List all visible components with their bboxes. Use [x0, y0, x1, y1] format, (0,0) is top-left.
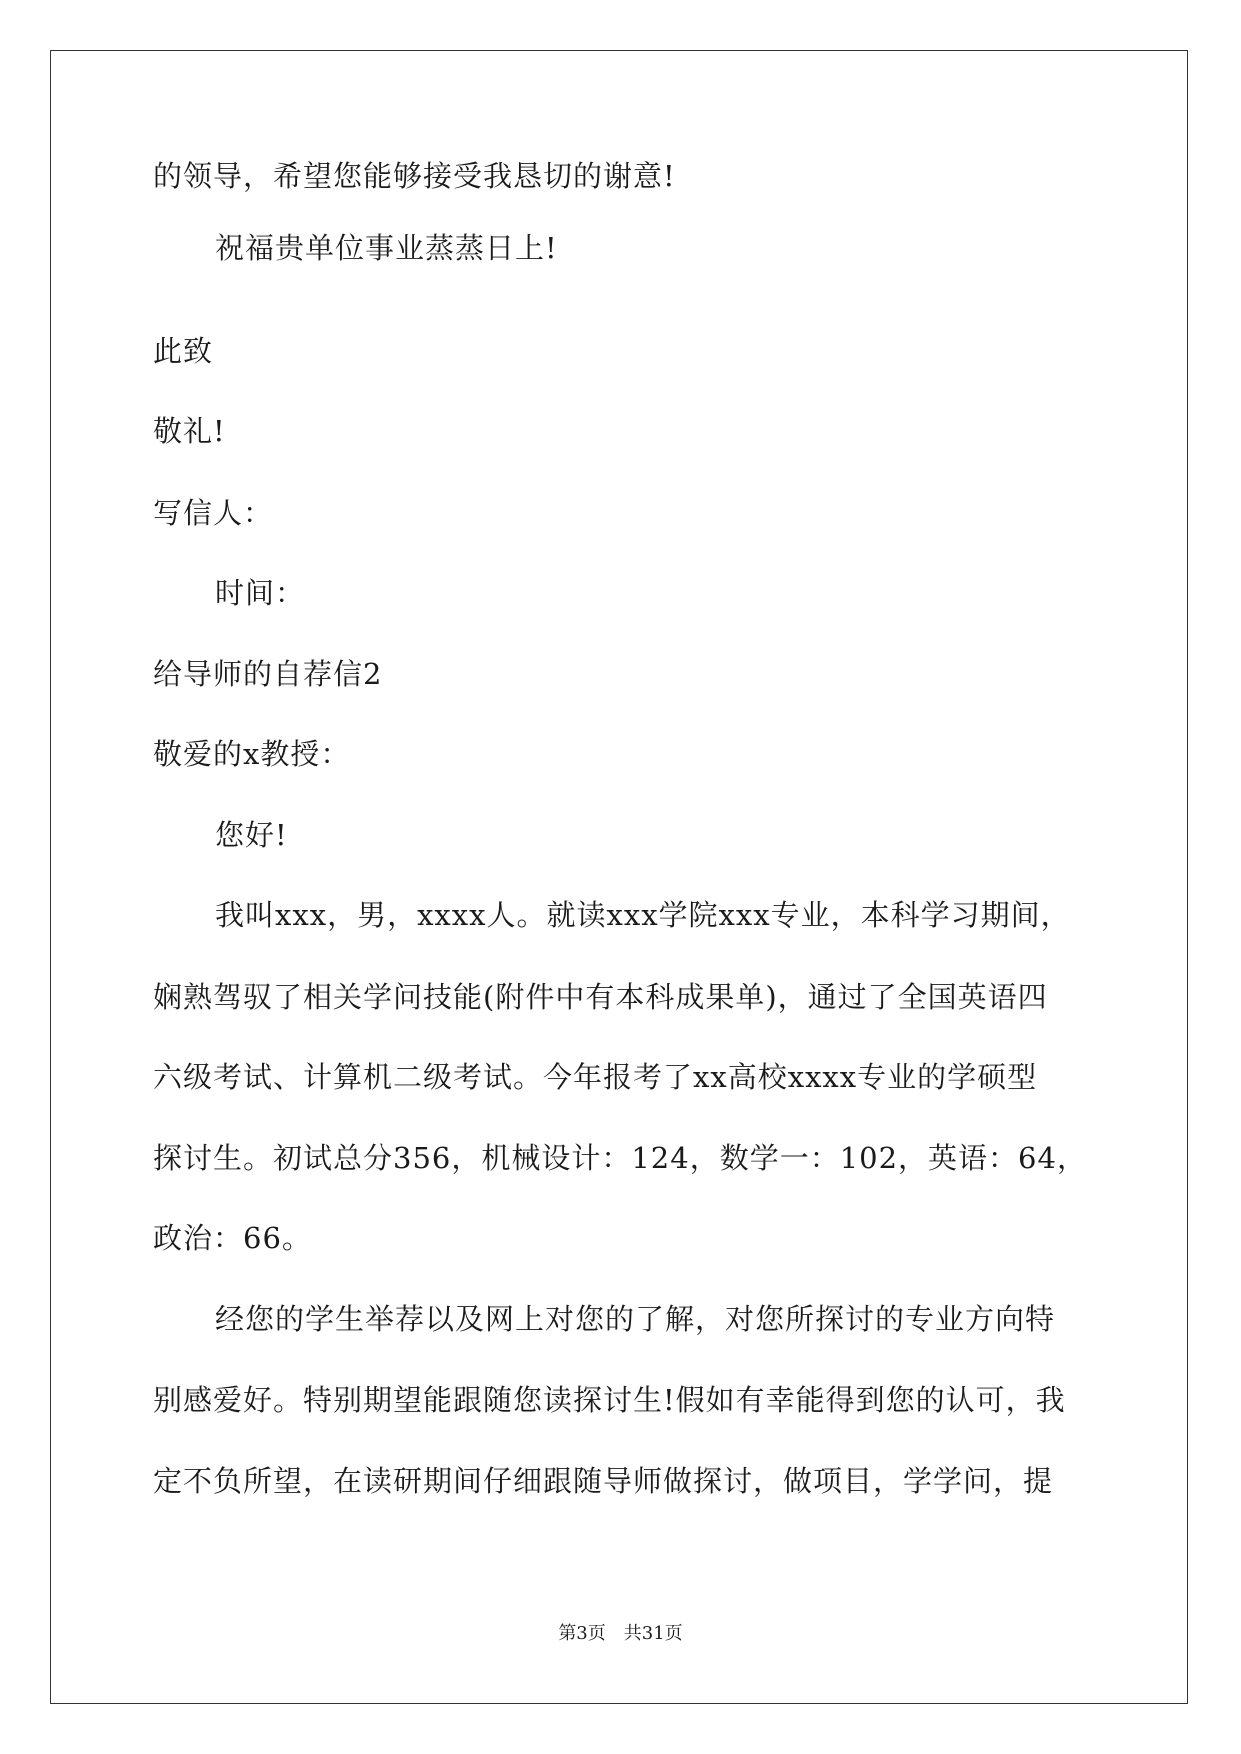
page-border [50, 50, 1188, 1704]
text-line: 别感爱好。特别期望能跟随您读探讨生!假如有幸能得到您的认可，我 [153, 1383, 1066, 1417]
text-line: 娴熟驾驭了相关学问技能(附件中有本科成果单)，通过了全国英语四 [153, 980, 1048, 1014]
text-line: 敬礼! [153, 414, 226, 448]
text-line: 探讨生。初试总分356，机械设计：124，数学一：102，英语：64， [153, 1141, 1087, 1175]
salutation: 敬爱的x教授： [153, 737, 351, 771]
text-line: 我叫xxx，男，xxxx人。就读xxx学院xxx专业，本科学习期间， [215, 898, 1071, 932]
text-line: 的领导，希望您能够接受我恳切的谢意! [153, 159, 676, 193]
text-line: 时间： [215, 576, 306, 610]
text-line: 经您的学生举荐以及网上对您的了解，对您所探讨的专业方向特 [215, 1302, 1056, 1336]
text-line: 祝福贵单位事业蒸蒸日上! [215, 231, 558, 265]
text-line: 定不负所望，在读研期间仔细跟随导师做探讨，做项目，学学问，提 [153, 1464, 1054, 1498]
text-line: 您好! [215, 818, 288, 852]
text-line: 政治：66。 [153, 1221, 312, 1255]
text-line: 六级考试、计算机二级考试。今年报考了xx高校xxxx专业的学硕型 [153, 1060, 1038, 1094]
text-line: 写信人： [153, 496, 274, 530]
section-heading: 给导师的自荐信2 [153, 657, 383, 691]
page-number: 第3页 共31页 [558, 1623, 683, 1644]
text-line: 此致 [153, 334, 214, 368]
